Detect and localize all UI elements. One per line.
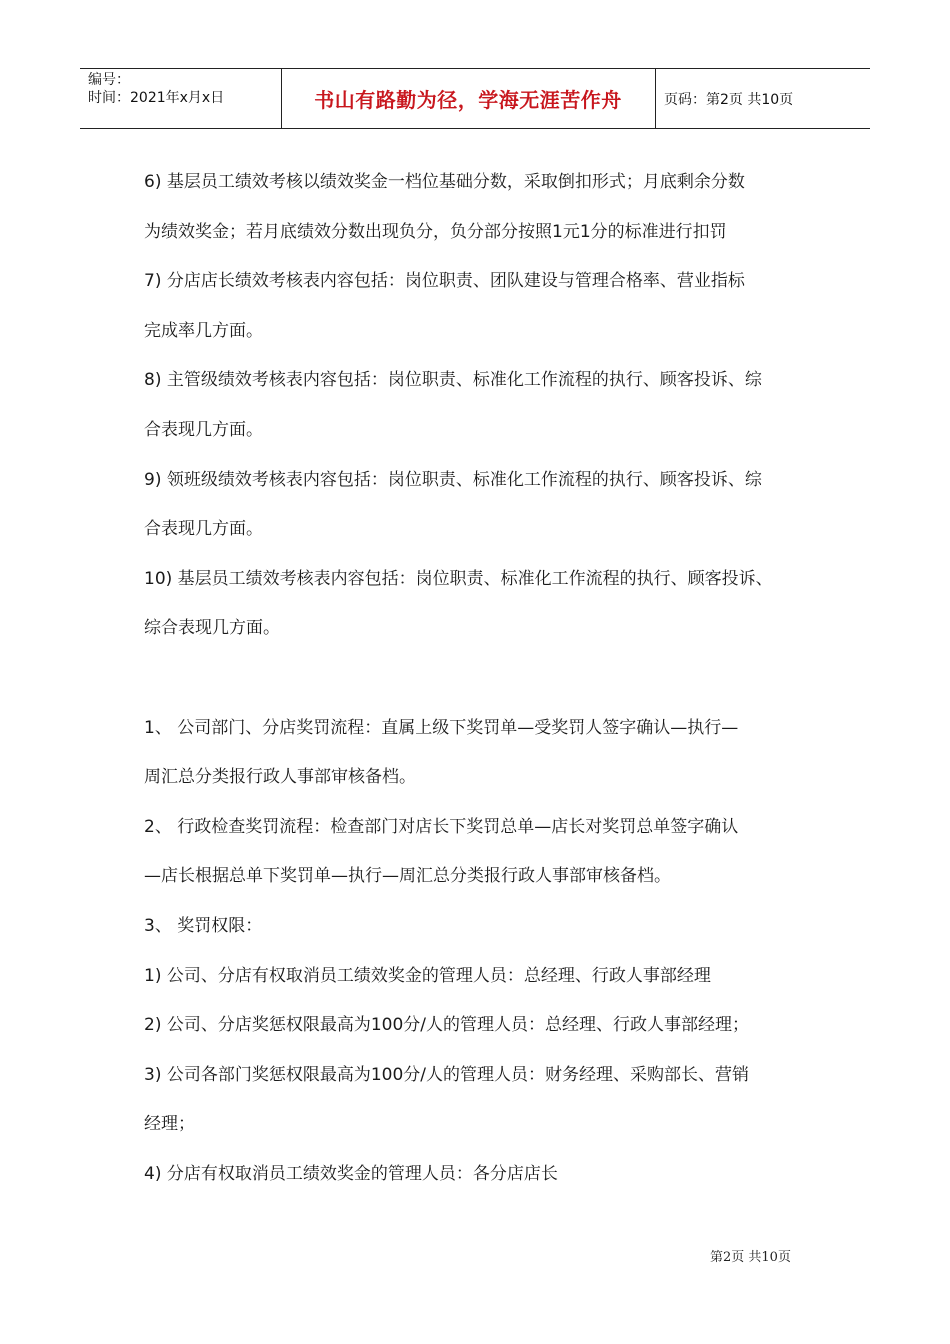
header-page-info: 页码：第2页 共10页 [664, 91, 794, 108]
paragraph-gap [144, 654, 824, 704]
header-meta [88, 71, 224, 107]
body-line: 合表现几方面。 [144, 519, 263, 540]
body-line: 2、 行政检查奖罚流程：检查部门对店长下奖罚总单—店长对奖罚总单签字确认 [144, 816, 739, 837]
body-line: 4) 分店有权取消员工绩效奖金的管理人员：各分店店长 [144, 1163, 558, 1184]
body-line: 8) 主管级绩效考核表内容包括：岗位职责、标准化工作流程的执行、顾客投诉、综 [144, 370, 762, 391]
header-motto: 书山有路勤为径，学海无涯苦作舟 [314, 88, 622, 112]
body-line: 3、 奖罚权限： [144, 915, 263, 936]
page-header [80, 68, 870, 129]
body-line: 周汇总分类报行政人事部审核备档。 [144, 767, 416, 788]
body-line: 经理； [144, 1114, 195, 1135]
header-divider-right [655, 69, 656, 128]
body-line: 9) 领班级绩效考核表内容包括：岗位职责、标准化工作流程的执行、顾客投诉、综 [144, 469, 762, 490]
body-line: 3) 公司各部门奖惩权限最高为100分/人的管理人员：财务经理、采购部长、营销 [144, 1064, 750, 1085]
document-body [144, 158, 824, 1199]
body-line: 6) 基层员工绩效考核以绩效奖金一档位基础分数，采取倒扣形式；月底剩余分数 [144, 172, 745, 192]
body-line: 1) 公司、分店有权取消员工绩效奖金的管理人员：总经理、行政人事部经理 [144, 965, 711, 986]
document-number-label: 编号： [88, 72, 130, 88]
body-line: 7) 分店店长绩效考核表内容包括：岗位职责、团队建设与管理合格率、营业指标 [144, 271, 745, 292]
body-line: 10) 基层员工绩效考核表内容包括：岗位职责、标准化工作流程的执行、顾客投诉、 [144, 568, 773, 589]
document-time-label: 时间：2021年x月x日 [88, 90, 225, 106]
page-footer: 第2页 共10页 [710, 1250, 791, 1265]
body-line: 完成率几方面。 [144, 320, 263, 341]
body-line: 1、 公司部门、分店奖罚流程：直属上级下奖罚单—受奖罚人签字确认—执行— [144, 717, 739, 738]
body-line: 为绩效奖金；若月底绩效分数出现负分，负分部分按照1元1分的标准进行扣罚 [144, 221, 727, 242]
body-line: 2) 公司、分店奖惩权限最高为100分/人的管理人员：总经理、行政人事部经理； [144, 1015, 750, 1036]
body-line: 合表现几方面。 [144, 419, 263, 440]
body-line: 综合表现几方面。 [144, 618, 280, 639]
body-line: —店长根据总单下奖罚单—执行—周汇总分类报行政人事部审核备档。 [144, 866, 671, 887]
